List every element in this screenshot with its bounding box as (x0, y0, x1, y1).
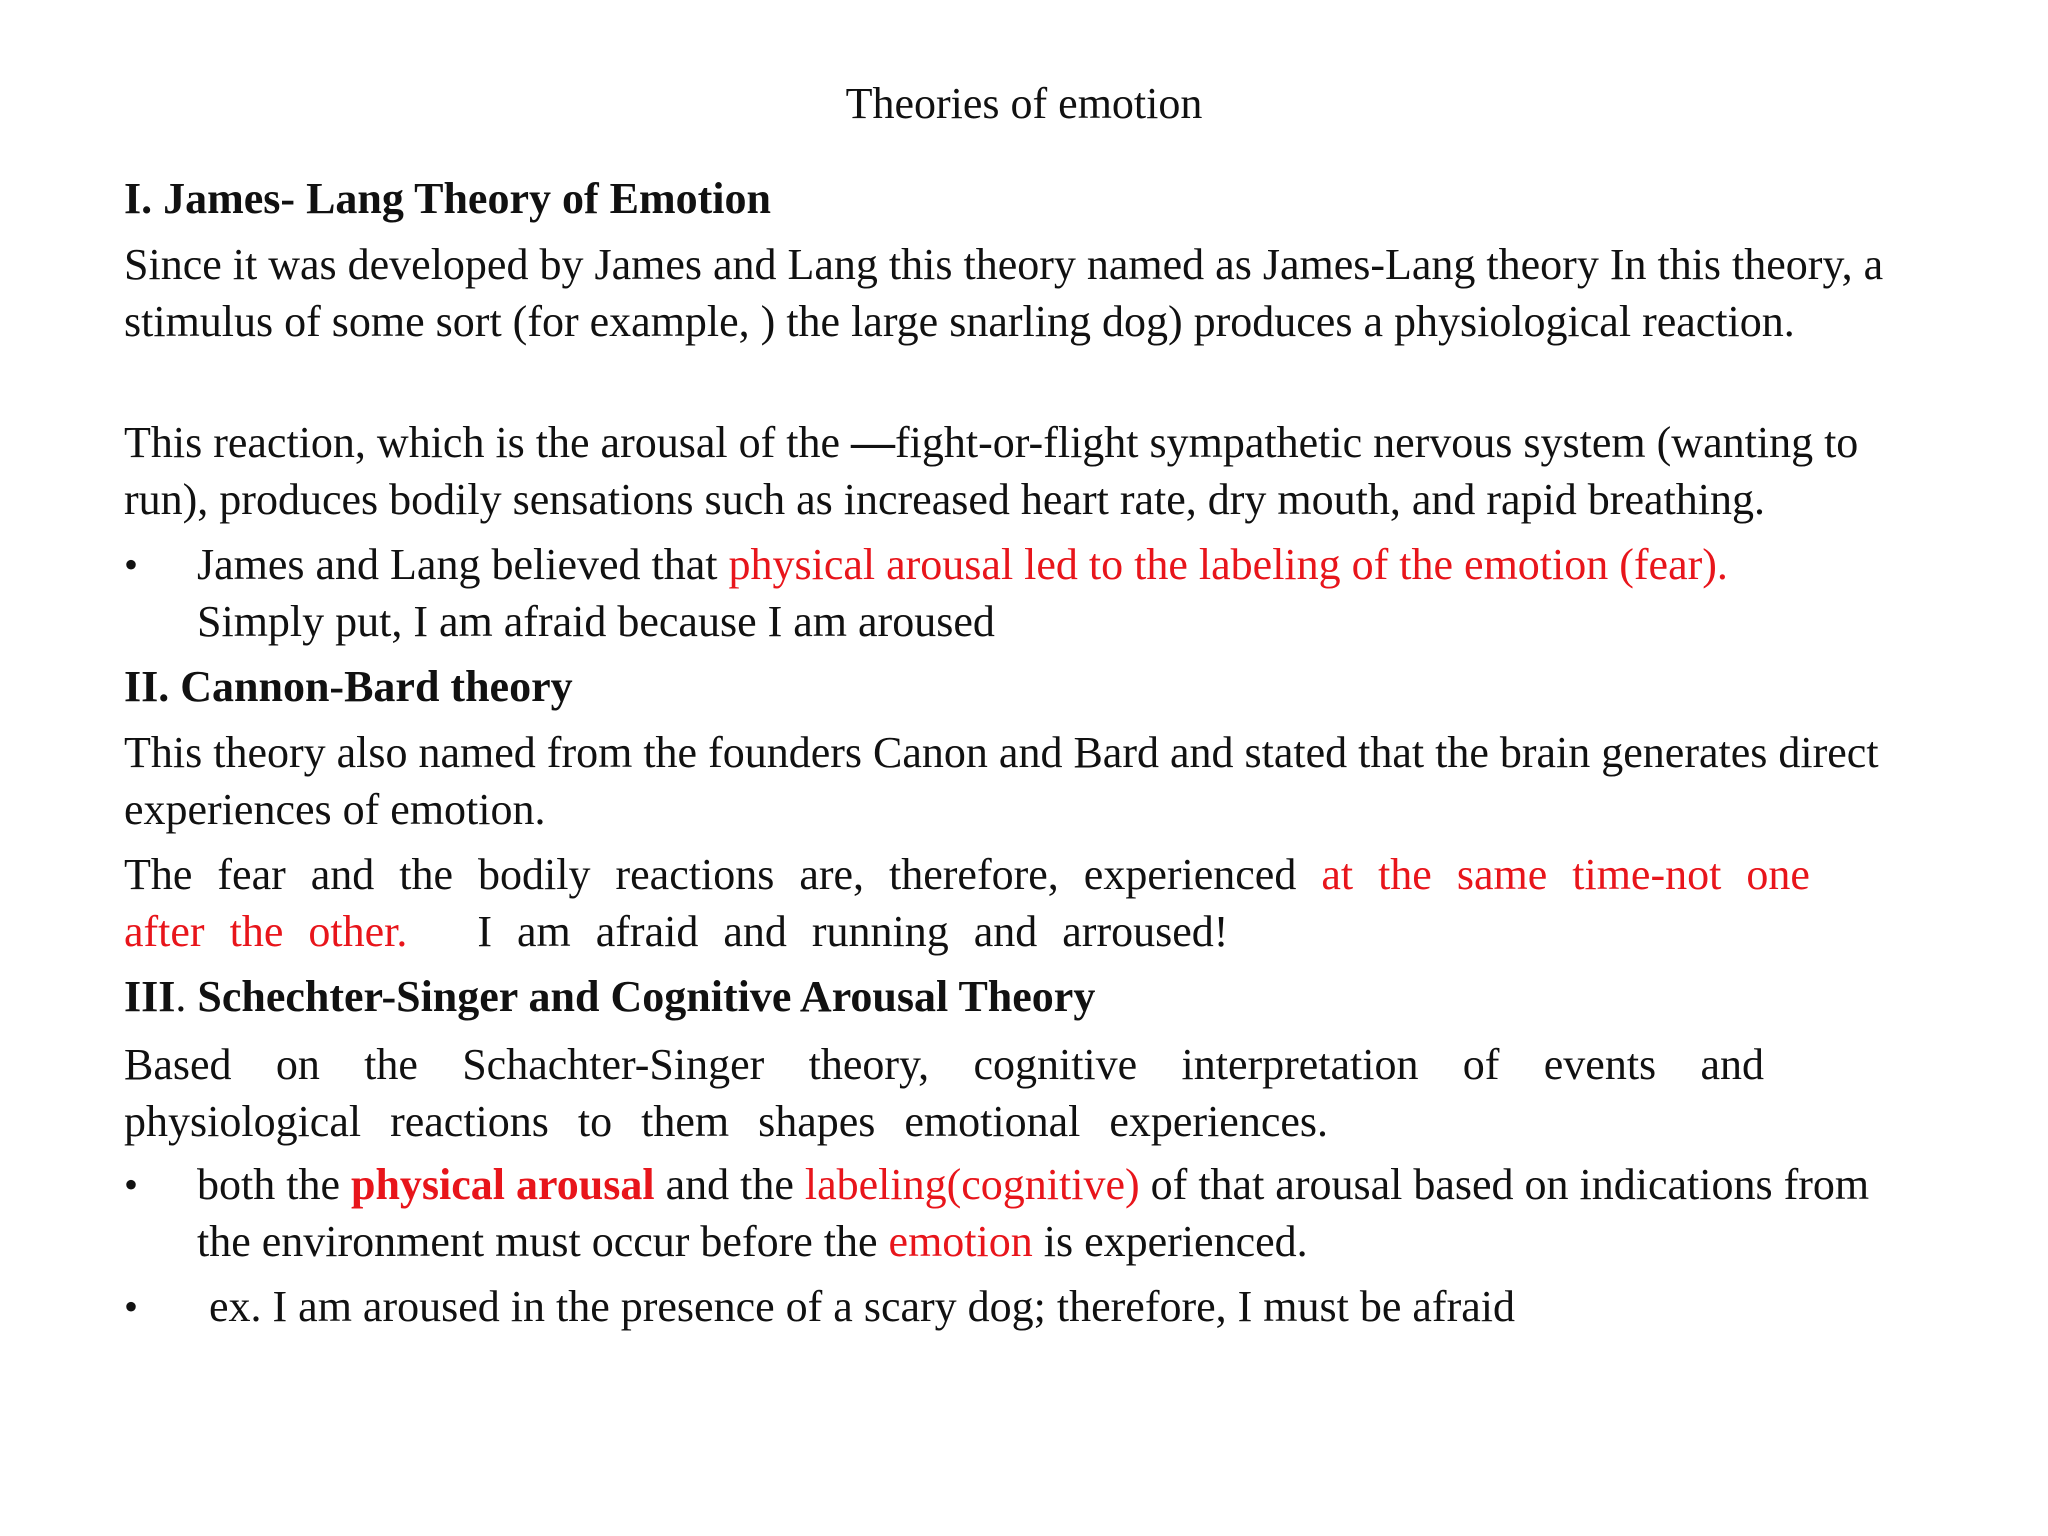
section-1-heading: I. James- Lang Theory of Emotion (124, 174, 771, 223)
em-dash: — (851, 418, 896, 467)
red-highlight: labeling(cognitive) (804, 1160, 1140, 1209)
red-highlight: emotion (888, 1217, 1033, 1266)
bullet-text-part: is experienced. (1032, 1217, 1308, 1266)
section-1-paragraph-2-start: This reaction, which is the arousal of the (124, 418, 852, 467)
section-1-paragraph-1: Since it was developed by James and Lang this theory named as James-Lang theory In this theory, a stimulus of some sort (for example, ) the large snarling dog) produces a physiological reaction. (124, 240, 1884, 346)
section-3-bullet-1 (197, 1156, 1917, 1270)
bullet-text-start: James and Lang believed that (197, 540, 729, 589)
red-highlight: at the same time-not one after the other. (124, 850, 1810, 956)
section-3-title: Schechter-Singer and Cognitive Arousal Theory (197, 972, 1096, 1021)
bullet-text-part: of that arousal based on indications from the environment must occur before the (197, 1160, 1870, 1266)
section-1-paragraph-2-end: fight-or-flight sympathetic nervous system (wanting to run), produces bodily sensations such as increased heart rate, dry mouth, and rapid breathing. (124, 418, 1859, 524)
section-1-paragraph-2 (124, 414, 1944, 528)
red-bold-highlight: physical arousal (350, 1160, 655, 1209)
section-2-paragraph-2-end: I am afraid and running and arroused! (477, 907, 1229, 956)
section-3-bullet-2: ex. I am aroused in the presence of a scary dog; therefore, I must be afraid (209, 1282, 1515, 1331)
section-2-paragraph-1: This theory also named from the founders Canon and Bard and stated that the brain generates direct experiences of emotion. (124, 728, 1879, 834)
section-2-heading: II. Cannon-Bard theory (124, 662, 573, 711)
red-highlight: physical arousal led to the labeling of the emotion (fear). (728, 540, 1728, 589)
bullet-text-end: Simply put, I am afraid because I am aroused (197, 597, 995, 646)
bullet-marker: • (124, 1284, 139, 1329)
bullet-text-part: and the (654, 1160, 805, 1209)
section-2-paragraph-2-start: The fear and the bodily reactions are, therefore, experienced (124, 850, 1322, 899)
section-1-bullet (197, 536, 1917, 650)
bullet-marker: • (124, 542, 139, 587)
section-2-paragraph-2 (124, 846, 1904, 960)
section-3-number: III (124, 972, 176, 1021)
bullet-text-part: both the (197, 1160, 351, 1209)
section-3-dot: . (175, 972, 198, 1021)
page-title: Theories of emotion (845, 79, 1203, 128)
section-3-paragraph-1: Based on the Schachter-Singer theory, cognitive interpretation of events and physiological reactions to them shapes emotional experiences. (124, 1040, 1764, 1146)
bullet-marker: • (124, 1162, 139, 1207)
section-3-heading (124, 968, 1944, 1025)
